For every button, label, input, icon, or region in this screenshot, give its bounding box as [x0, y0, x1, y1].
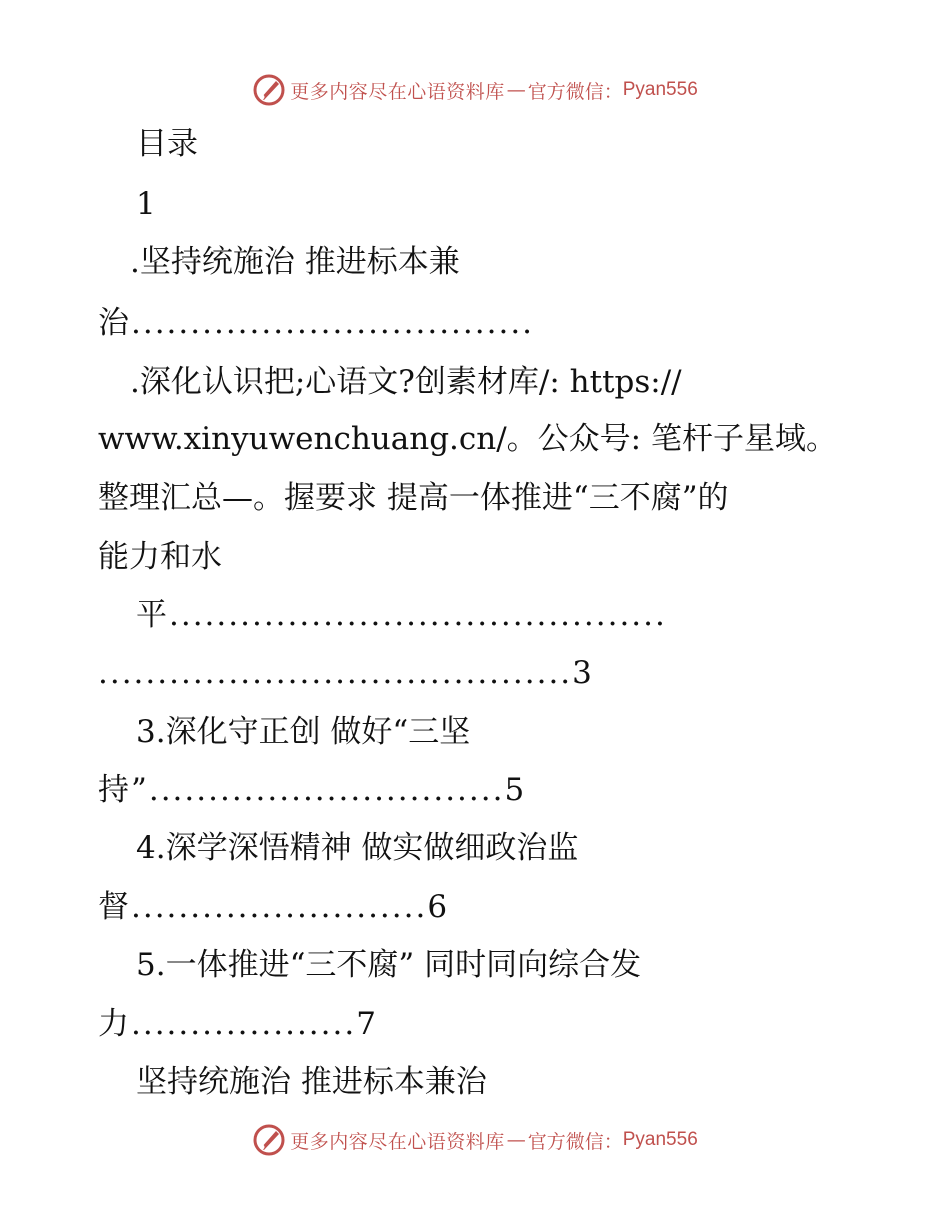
toc-entry-2-line-6: ........................................3	[98, 655, 594, 691]
toc-entry-2-line-4: 能力和水	[98, 539, 222, 575]
watermark-banner-top	[0, 70, 950, 110]
banner-separator: —	[506, 1129, 526, 1151]
toc-entry-4-line-1: 4.深学深悟精神 做实做细政治监	[136, 830, 579, 866]
toc-entry-1-line-2: 治..................................	[98, 305, 535, 341]
section-heading: 坚持统施治 推进标本兼治	[136, 1064, 487, 1100]
toc-entry-4-line-2: 督.........................6	[98, 889, 450, 925]
banner-contact-label: 官方微信：	[527, 80, 623, 103]
banner-contact-id: Pyan556	[622, 79, 698, 100]
banner-contact-label: 官方微信：	[527, 1130, 623, 1153]
toc-entry-5-line-1: 5.一体推进“三不腐” 同时同向综合发	[136, 947, 642, 983]
toc-entry-2-line-5: 平..........................................	[136, 597, 667, 633]
toc-entry-2-line-2: www.xinyuwenchuang.cn/。公众号: 笔杆子星域。	[98, 421, 837, 457]
toc-entry-3-line-2: 持”..............................5	[98, 772, 527, 808]
banner-text: 更多内容尽在心语资料库	[290, 80, 505, 103]
toc-title: 目录	[136, 126, 198, 162]
toc-entry-2-line-1: .深化认识把;心语文?创素材库/: https://	[130, 364, 682, 400]
watermark-banner-bottom	[0, 1120, 950, 1160]
quill-logo-icon	[252, 1123, 286, 1157]
toc-entry-3-line-1: 3.深化守正创 做好“三坚	[136, 714, 471, 750]
toc-entry-5-line-2: 力...................7	[98, 1006, 378, 1042]
banner-contact-id: Pyan556	[622, 1129, 698, 1150]
toc-entry-2-line-3: 整理汇总—。握要求 提高一体推进“三不腐”的	[98, 480, 729, 516]
banner-separator: —	[506, 79, 526, 101]
banner-text: 更多内容尽在心语资料库	[290, 1130, 505, 1153]
quill-logo-icon	[252, 73, 286, 107]
toc-number-1: 1	[136, 186, 156, 222]
toc-entry-1-line-1: .坚持统施治 推进标本兼	[130, 244, 460, 280]
